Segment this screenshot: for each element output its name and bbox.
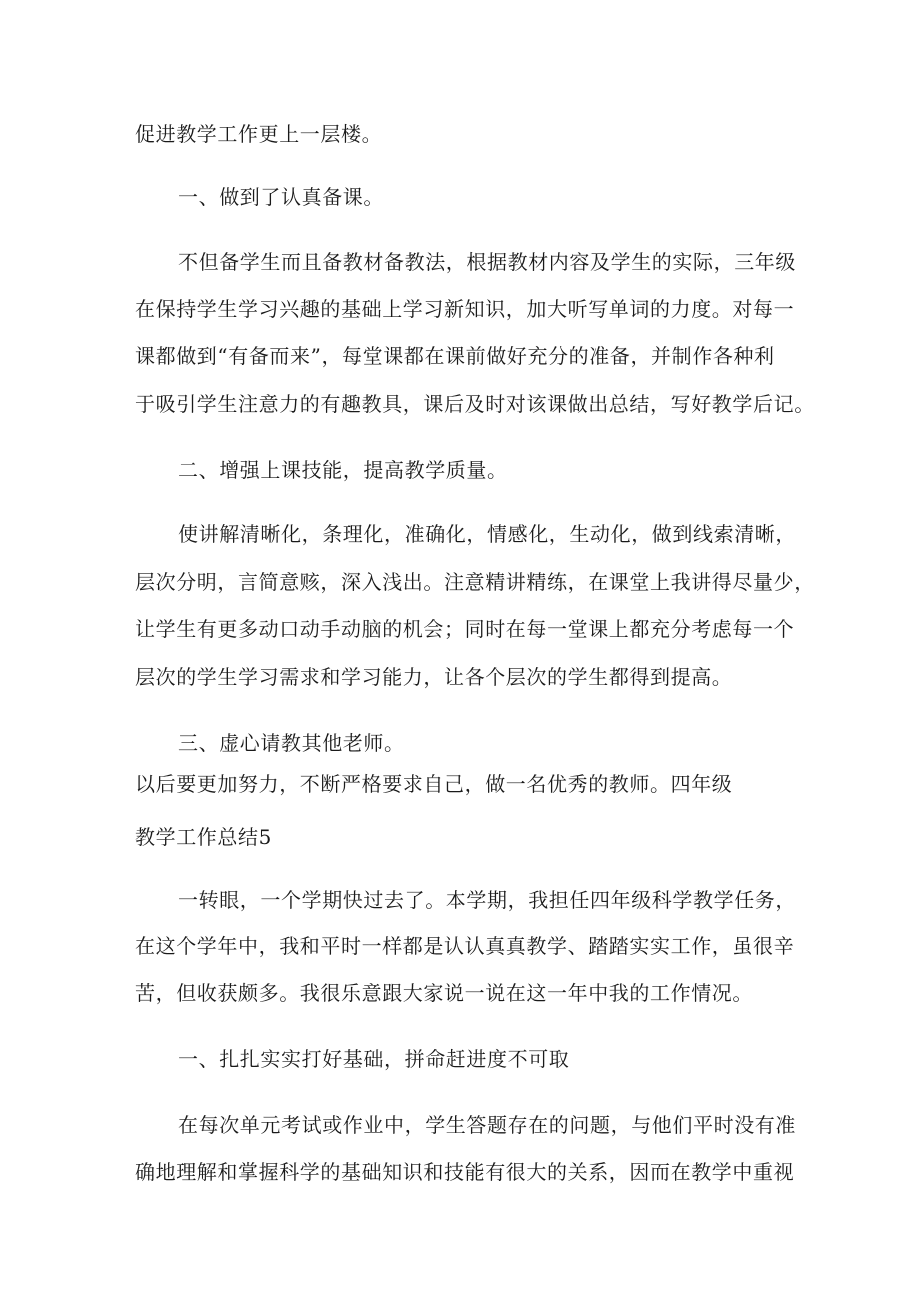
paragraph-line: 课都做到“有备而来”，每堂课都在课前做好充分的准备，并制作各种利: [135, 344, 775, 368]
paragraph-line: 一转眼，一个学期快过去了。本学期，我担任四年级科学教学任务，: [178, 888, 796, 912]
paragraph-line: 于吸引学生注意力的有趣教具，课后及时对该课做出总结，写好教学后记。: [135, 392, 815, 416]
paragraph-line: 苦，但收获颇多。我很乐意跟大家说一说在这一年中我的工作情况。: [135, 981, 753, 1005]
paragraph-line: 在这个学年中，我和平时一样都是认认真真教学、踏踏实实工作，虽很辛: [135, 934, 795, 958]
section-heading: 三、虚心请教其他老师。: [178, 731, 405, 755]
paragraph-line: 让学生有更多动口动手动脑的机会；同时在每一堂课上都充分考虑每一个: [135, 617, 795, 641]
paragraph-line: 确地理解和掌握科学的基础知识和技能有很大的关系，因而在教学中重视: [135, 1160, 795, 1184]
document-title: 教学工作总结5: [135, 825, 272, 849]
section-heading: 一、扎扎实实打好基础，拼命赶进度不可取: [178, 1047, 570, 1071]
section-heading: 一、做到了认真备课。: [178, 185, 384, 209]
paragraph-line: 在每次单元考试或作业中，学生答题存在的问题，与他们平时没有准: [178, 1113, 796, 1137]
paragraph-line: 以后要更加努力，不断严格要求自己，做一名优秀的教师。四年级: [135, 772, 733, 796]
paragraph-line: 层次的学生学习需求和学习能力，让各个层次的学生都得到提高。: [135, 665, 733, 689]
section-heading: 二、增强上课技能，提高教学质量。: [178, 458, 508, 482]
paragraph-line: 层次分明，言简意赅，深入浅出。注意精讲精练，在课堂上我讲得尽量少，: [135, 570, 815, 594]
paragraph-line: 促进教学工作更上一层楼。: [135, 122, 383, 146]
paragraph-line: 在保持学生学习兴趣的基础上学习新知识，加大听写单词的力度。对每一: [135, 297, 795, 321]
paragraph-line: 不但备学生而且备教材备教法，根据教材内容及学生的实际，三年级: [178, 250, 796, 274]
paragraph-line: 使讲解清晰化，条理化，准确化，情感化，生动化，做到线索清晰，: [178, 522, 796, 546]
